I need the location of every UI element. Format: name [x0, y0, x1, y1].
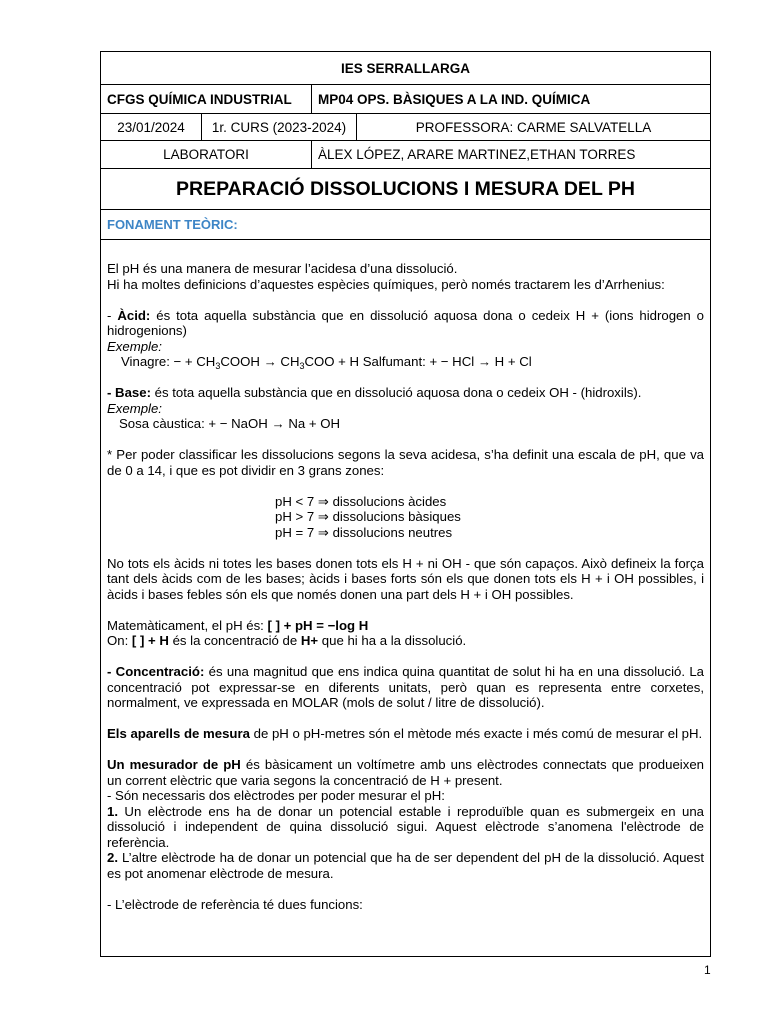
on-post: que hi ha a la dissolució. [318, 633, 467, 648]
document-frame [100, 51, 711, 957]
acid-example-part-1: Vinagre: − + CH [121, 354, 216, 369]
on-label: On: [107, 633, 132, 648]
ph-formula: [ ] + pH = −log H [267, 617, 369, 633]
acid-term: Àcid: [117, 307, 151, 323]
mesurador-term: Un mesurador de pH [107, 757, 241, 772]
aparells-term: Els aparells de mesura [107, 726, 250, 741]
zone-basic: pH > 7 ⇒ dissolucions bàsiques [275, 509, 461, 524]
two-electrodes-line: - Són necessaris dos elèctrodes per poder mesurar el pH: [107, 788, 445, 803]
page-title: PREPARACIÓ DISSOLUCIONS I MESURA DEL PH [175, 177, 636, 200]
course-name: CFGS QUÍMICA INDUSTRIAL [107, 91, 292, 107]
aparells-paragraph [107, 726, 704, 742]
electrode-2-text: L’altre elèctrode ha de donar un potencial que ha de ser dependent del pH de la dissolució. Aquest es pot anomenar elèctrode de mesura. [107, 850, 704, 881]
electrode-2-number: 2. [107, 850, 118, 865]
math-formula-line [107, 618, 704, 634]
base-term: - Base: [107, 385, 151, 400]
lab-label: LABORATORI [163, 147, 249, 162]
header-row-school [101, 52, 710, 85]
reference-functions-line: - L’elèctrode de referència té dues funcions: [107, 896, 363, 912]
acid-example-label: Exemple: [107, 338, 162, 354]
zone-acid: pH < 7 ⇒ dissolucions àcides [275, 493, 447, 509]
header-row-lab [101, 141, 710, 169]
section-row [101, 210, 710, 240]
intro-line-1: El pH és una manera de mesurar l’acidesa d’una dissolució. [107, 261, 458, 276]
electrode-1-text: Un elèctrode ens ha de donar un potencial estable i reproduïble quan es submergeix en una dissolució i independent de quina dissolució sigui. Aquest elèctrode s’anomena l'elèctrode de referència. [107, 803, 704, 850]
math-intro: Matemàticament, el pH és: [107, 617, 268, 633]
acid-definition [107, 308, 704, 339]
acid-example-part-2: COOH → CH [220, 354, 300, 369]
section-heading: FONAMENT TEÒRIC: [107, 217, 238, 232]
base-definition [107, 385, 704, 401]
header-row-course [101, 85, 710, 114]
mesurador-paragraph [107, 757, 704, 788]
title-row [101, 169, 710, 210]
acid-example-part-3: COO + H Salfumant: + − HCl → H + Cl [304, 354, 532, 369]
base-def-text: és tota aquella substància que en dissolució aquosa dona o cedeix OH - (hidroxils). [150, 385, 642, 400]
subscript-3: 3 [299, 361, 305, 371]
electrode-1-number: 1. [107, 803, 118, 819]
header-row-date [101, 114, 710, 141]
teacher: PROFESSORA: CARME SALVATELLA [356, 114, 710, 140]
subscript-3: 3 [215, 361, 221, 371]
module-name: MP04 OPS. BÀSIQUES A LA IND. QUÍMICA [311, 85, 710, 113]
strong-weak-paragraph: No tots els àcids ni totes les bases donen tots els H + ni OH - que són capaços. Això defineix la força tant dels àcids com de les bases; àcids i bases forts són els que donen tots els H + i OH possibles, i àcids i bases febles són els que només donen una part dels H + i OH possibles. [107, 555, 704, 602]
on-term-2: H+ [300, 633, 319, 648]
on-mid: és la concentració de [168, 633, 301, 648]
acid-example [107, 354, 704, 370]
course-year: 1r. CURS (2023-2024) [201, 114, 356, 140]
intro-line-2: Hi ha moltes definicions d’aquestes espècies químiques, però només tractarem les d’Arrhenius: [107, 276, 665, 292]
electrode-2 [107, 850, 704, 881]
mesurador-def: és bàsicament un voltímetre amb uns elèctrodes connectats que produeixen un corrent elèctric que varia segons la concentració de H + present. [107, 757, 704, 788]
scale-text: * Per poder classificar les dissolucions segons la seva acidesa, s’ha definit una escala de pH, que va de 0 a 14, i que es pot dividir en 3 grans zones: [107, 447, 704, 478]
school-name: IES SERRALLARGA [340, 60, 470, 76]
zone-neutral: pH = 7 ⇒ dissolucions neutres [275, 524, 453, 540]
page-number: 1 [704, 963, 711, 977]
acid-dash: - [107, 307, 118, 323]
students: ÀLEX LÓPEZ, ARARE MARTINEZ,ETHAN TORRES [311, 141, 710, 168]
concentration-def: és una magnitud que ens indica quina quantitat de solut hi ha en una dissolució. La concentració pot expressar-se en diferents unitats, però quan es representa entre corxetes, normalment, ve expressada en MOLAR (mols de solut / litre de dissolució). [107, 664, 704, 710]
electrode-1 [107, 804, 704, 851]
date: 23/01/2024 [117, 119, 185, 135]
concentration-term: - Concentració: [107, 664, 205, 679]
acid-def-text: és tota aquella substància que en dissolució aquosa dona o cedeix H + (ions hidrogen o hidrogenions) [107, 307, 704, 338]
body-text [107, 261, 704, 912]
base-example: Sosa càustica: + − NaOH → Na + OH [119, 416, 340, 431]
concentration-paragraph [107, 664, 704, 711]
base-example-label: Exemple: [107, 400, 162, 416]
on-line [107, 633, 704, 649]
aparells-def: de pH o pH-metres són el mètode més exacte i més comú de mesurar el pH. [249, 726, 703, 741]
on-term: [ ] + H [131, 633, 169, 648]
